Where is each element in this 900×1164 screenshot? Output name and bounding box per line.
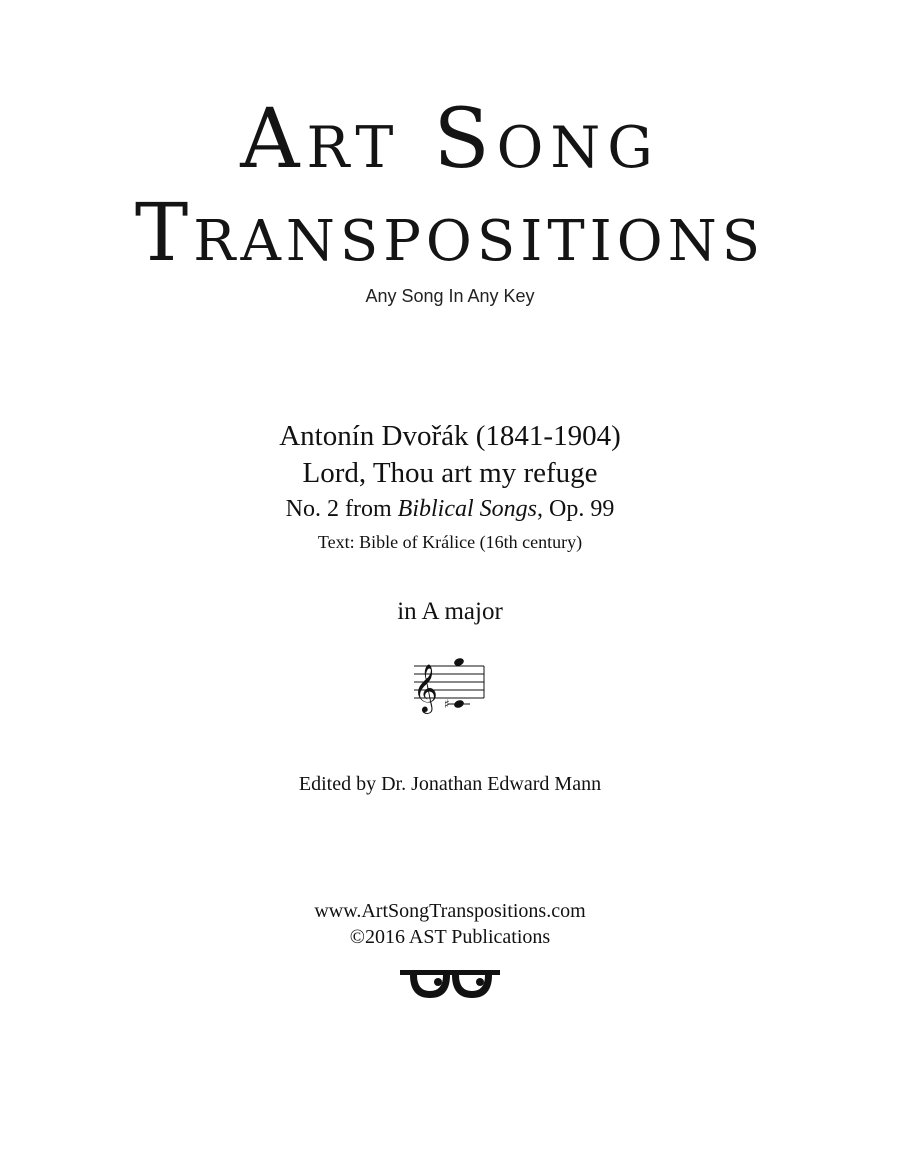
composer: Antonín Dvořák (1841-1904) <box>279 420 621 452</box>
subtitle-work: Biblical Songs <box>397 496 537 522</box>
website-link[interactable]: www.ArtSongTranspositions.com <box>314 900 586 922</box>
text-credit: Text: Bible of Králice (16th century) <box>317 532 583 552</box>
song-subtitle <box>0 496 900 523</box>
subtitle-suffix: , Op. 99 <box>536 496 615 522</box>
brand-title-line1: Art Song <box>240 92 660 187</box>
song-title: Lord, Thou art my refuge <box>302 457 598 489</box>
svg-text:𝄞: 𝄞 <box>413 663 438 712</box>
svg-text:♯: ♯ <box>444 697 450 711</box>
treble-clef-range-icon <box>410 648 490 714</box>
ast-logo-icon <box>398 968 502 1004</box>
brand-tagline: Any Song In Any Key <box>365 286 535 306</box>
editor-credit: Edited by Dr. Jonathan Edward Mann <box>298 773 602 795</box>
brand-title-line2: Transpositions <box>134 186 766 279</box>
copyright: ©2016 AST Publications <box>349 926 551 948</box>
subtitle-prefix: No. 2 from <box>285 496 398 522</box>
key-label: in A major <box>397 598 503 625</box>
